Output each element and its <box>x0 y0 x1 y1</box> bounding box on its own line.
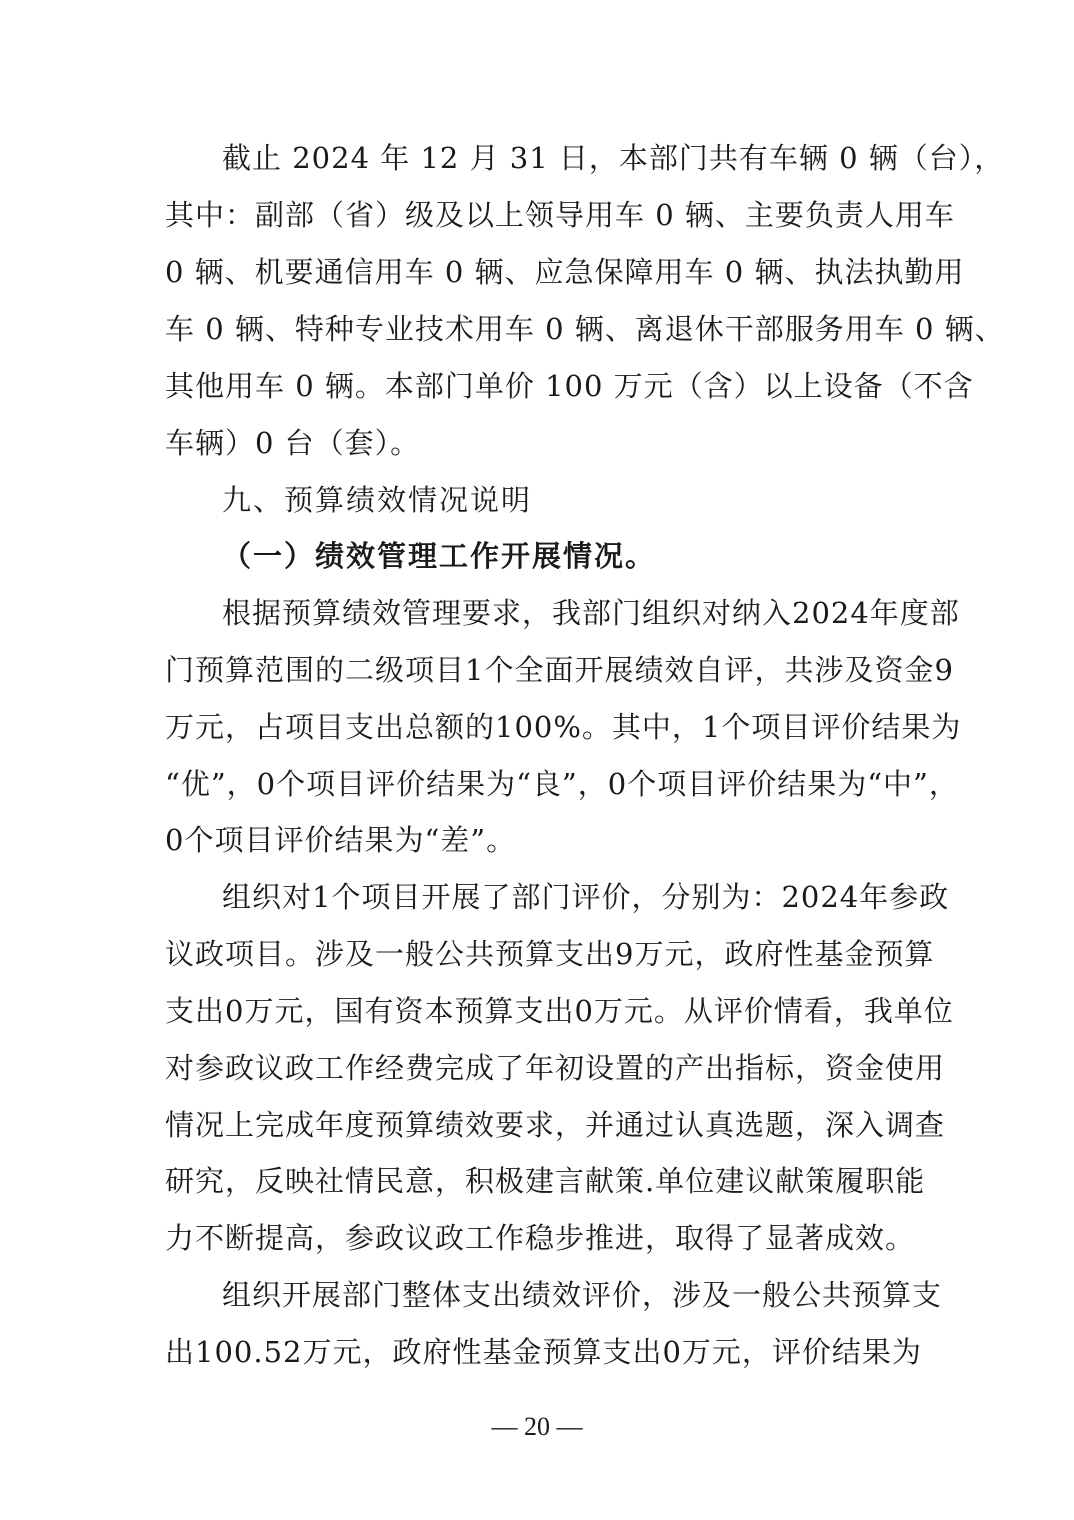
paragraph-line: 万元，占项目支出总额的100%。其中，1个项目评价结果为 <box>165 710 962 744</box>
paragraph-line: 情况上完成年度预算绩效要求，并通过认真选题，深入调查 <box>165 1108 946 1142</box>
paragraph-line: 其他用车 0 辆。本部门单价 100 万元（含）以上设备（不含 <box>165 369 974 403</box>
paragraph-line: “优”，0个项目评价结果为“良”，0个项目评价结果为“中”， <box>165 767 959 801</box>
paragraph-line: 0 辆、机要通信用车 0 辆、应急保障用车 0 辆、执法执勤用 <box>165 255 965 289</box>
subsection-heading: （一）绩效管理工作开展情况。 <box>222 539 657 573</box>
paragraph-line: 出100.52万元，政府性基金预算支出0万元，评价结果为 <box>165 1335 922 1369</box>
paragraph-line: 组织对1个项目开展了部门评价，分别为：2024年参政 <box>222 880 950 914</box>
page-number: — 20 — <box>491 1412 583 1441</box>
paragraph-line: 根据预算绩效管理要求，我部门组织对纳入2024年度部 <box>222 596 960 630</box>
section-heading: 九、预算绩效情况说明 <box>222 483 533 517</box>
paragraph-line: 其中：副部（省）级及以上领导用车 0 辆、主要负责人用车 <box>165 198 955 232</box>
paragraph-line: 门预算范围的二级项目1个全面开展绩效自评，共涉及资金9 <box>165 653 954 687</box>
paragraph-line: 截止 2024 年 12 月 31 日，本部门共有车辆 0 辆（台）， <box>222 141 1005 175</box>
paragraph-line: 支出0万元，国有资本预算支出0万元。从评价情看，我单位 <box>165 994 954 1028</box>
paragraph-line: 议政项目。涉及一般公共预算支出9万元，政府性基金预算 <box>165 937 935 971</box>
paragraph-line: 组织开展部门整体支出绩效评价，涉及一般公共预算支 <box>222 1278 943 1312</box>
paragraph-line: 车 0 辆、特种专业技术用车 0 辆、离退休干部服务用车 0 辆、 <box>165 312 1005 346</box>
paragraph-line: 研究，反映社情民意，积极建言献策.单位建议献策履职能 <box>165 1164 926 1198</box>
paragraph-line: 对参政议政工作经费完成了年初设置的产出指标，资金使用 <box>165 1051 946 1085</box>
paragraph-line: 0个项目评价结果为“差”。 <box>165 823 517 857</box>
paragraph-line: 车辆）0 台（套）。 <box>165 426 421 460</box>
paragraph-line: 力不断提高，参政议政工作稳步推进，取得了显著成效。 <box>165 1221 916 1255</box>
